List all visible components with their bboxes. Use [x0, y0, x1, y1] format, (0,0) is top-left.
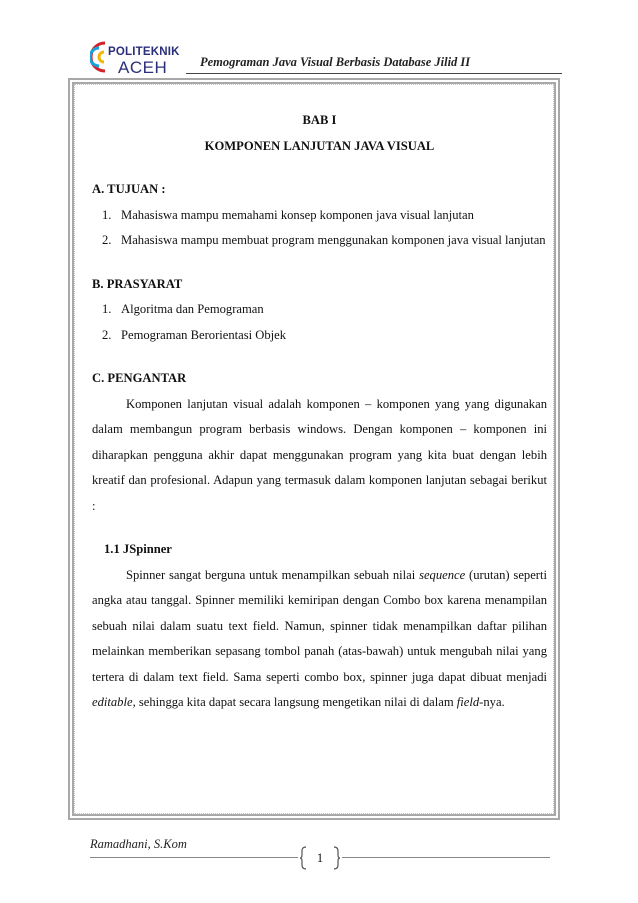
section-prasyarat-heading: B. PRASYARAT: [92, 276, 183, 291]
tujuan-list: [92, 203, 547, 254]
header-rule: [186, 73, 562, 74]
section-tujuan-heading: A. TUJUAN :: [92, 182, 166, 196]
jspinner-heading: 1.1 JSpinner: [104, 542, 172, 556]
list-item-text: Mahasiswa mampu membuat program menggunakan komponen java visual lanjutan: [121, 233, 546, 247]
jspinner-paragraph: [92, 563, 547, 716]
chapter-label: BAB I: [302, 113, 337, 127]
list-item-text: Mahasiswa mampu memahami konsep komponen java visual lanjutan: [121, 207, 474, 222]
jspinner-text-1: Spinner sangat berguna untuk menampilkan sebuah nilai: [126, 567, 420, 582]
jspinner-text-2: (urutan) seperti angka atau tanggal. Spinner memiliki kemiripan dengan Combo box karena menampilan sebuah nilai dalam suatu text field. Namun, spinner tidak menampilkan daftar pilihan melainkan memberikan sepasang tombol panah (atas-bawah) untuk mengubah nilai yang tertera di dalam text field. Sama seperti combo box, spinner juga dapat dibuat menjadi: [92, 567, 547, 684]
footer-rule-left: [90, 857, 298, 858]
list-item: [92, 323, 547, 349]
footer-rule-right: [342, 857, 550, 858]
jspinner-term-editable: editable: [92, 695, 133, 709]
jspinner-term-sequence: sequence: [419, 567, 466, 582]
list-item-number: 2.: [102, 327, 112, 342]
jspinner-term-field: field: [456, 695, 480, 709]
header-title: Pemograman Java Visual Berbasis Database Jilid II: [200, 55, 471, 69]
page-content: [92, 108, 547, 716]
list-item: [92, 297, 547, 323]
logo-text-bottom: ACEH: [118, 58, 168, 77]
institution-logo: [90, 40, 200, 78]
list-item-number: 1.: [102, 302, 112, 316]
logo-text-top: POLITEKNIK: [108, 46, 180, 58]
jspinner-text-3: , sehingga kita dapat secara langsung mengetikan nilai di dalam: [132, 695, 457, 709]
list-item-number: 1.: [102, 207, 112, 222]
list-item: [92, 203, 547, 229]
prasyarat-list: [92, 297, 547, 348]
jspinner-text-4: -nya.: [479, 695, 505, 709]
chapter-title: KOMPONEN LANJUTAN JAVA VISUAL: [204, 138, 435, 153]
page-number: [300, 845, 340, 871]
list-item-number: 2.: [102, 233, 112, 247]
list-item-text: Algoritma dan Pemograman: [121, 302, 264, 316]
pengantar-paragraph: Komponen lanjutan visual adalah komponen – komponen yang yang digunakan dalam membangun program berbasis windows. Dengan komponen – komponen ini diharapkan pengguna akhir dapat menggunakan program yang kita buat dengan lebih kreatif dan profesional. Adapun yang termasuk dalam komponen lanjutan sebagai berikut :: [92, 396, 547, 513]
page-number-text: 1: [316, 851, 324, 865]
footer-author: Ramadhani, S.Kom: [90, 837, 187, 851]
list-item-text: Pemograman Berorientasi Objek: [121, 327, 287, 342]
list-item: [92, 228, 547, 254]
section-pengantar-heading: C. PENGANTAR: [92, 371, 187, 385]
